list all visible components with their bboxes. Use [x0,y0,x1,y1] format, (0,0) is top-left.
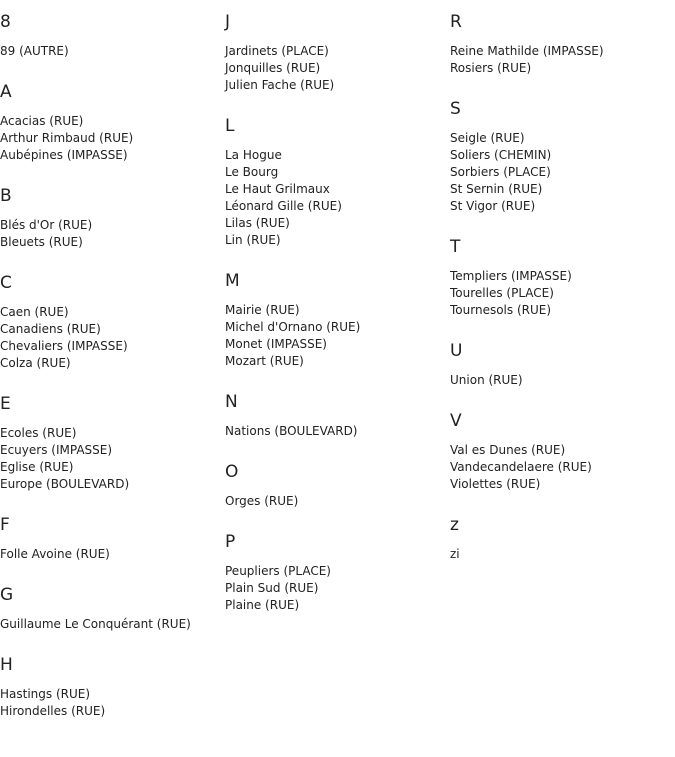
street-list [225,423,450,440]
street-item[interactable]: Plain Sud (RUE) [225,581,319,595]
street-list [0,425,225,493]
letter-heading: S [450,99,461,119]
letter-group [0,273,225,372]
letter-group [450,237,675,319]
street-list [450,130,675,215]
letter-group [450,12,675,77]
street-item[interactable]: Acacias (RUE) [0,114,84,128]
street-item[interactable]: Bleuets (RUE) [0,235,83,249]
street-list [450,43,675,77]
street-item[interactable]: Templiers (IMPASSE) [450,269,572,283]
letter-heading: z [450,515,459,535]
letter-heading: B [0,186,12,206]
letter-group [0,585,225,633]
street-item[interactable]: La Hogue [225,148,282,162]
street-item[interactable]: Peupliers (PLACE) [225,564,331,578]
street-list [225,563,450,614]
letter-heading: E [0,394,11,414]
letter-heading: A [0,82,12,102]
street-item[interactable]: Julien Fache (RUE) [225,78,335,92]
street-list [450,372,675,389]
letter-group [225,392,450,440]
letter-group [450,411,675,493]
letter-heading: J [225,12,231,32]
street-item[interactable]: Union (RUE) [450,373,523,387]
street-item[interactable]: Val es Dunes (RUE) [450,443,566,457]
letter-heading: P [225,532,236,552]
street-list [225,302,450,370]
street-list [0,217,225,251]
letter-heading: T [450,237,461,257]
street-item[interactable]: Rosiers (RUE) [450,61,532,75]
street-item[interactable]: Jonquilles (RUE) [225,61,321,75]
street-list [450,546,675,563]
letter-group [450,341,675,389]
street-item[interactable]: Lilas (RUE) [225,216,290,230]
street-item[interactable]: Seigle (RUE) [450,131,525,145]
street-item[interactable]: Violettes (RUE) [450,477,541,491]
street-item[interactable]: Guillaume Le Conquérant (RUE) [0,617,191,631]
street-item[interactable]: Nations (BOULEVARD) [225,424,358,438]
street-item[interactable]: Vandecandelaere (RUE) [450,460,592,474]
index-column-3 [450,0,675,585]
street-list [0,43,225,60]
street-item[interactable]: Ecoles (RUE) [0,426,77,440]
street-item[interactable]: Le Bourg [225,165,279,179]
letter-heading: F [0,515,10,535]
street-item[interactable]: Hirondelles (RUE) [0,704,106,718]
street-item[interactable]: Arthur Rimbaud (RUE) [0,131,134,145]
street-item[interactable]: Mairie (RUE) [225,303,300,317]
letter-group [225,12,450,94]
letter-group [450,99,675,215]
street-item[interactable]: Eglise (RUE) [0,460,74,474]
letter-group [225,532,450,614]
street-item[interactable]: 89 (AUTRE) [0,44,69,58]
street-list [0,546,225,563]
street-item[interactable]: Orges (RUE) [225,494,299,508]
letter-heading: U [450,341,463,361]
street-item[interactable]: Mozart (RUE) [225,354,304,368]
street-item[interactable]: Europe (BOULEVARD) [0,477,130,491]
letter-heading: H [0,655,13,675]
letter-group [225,462,450,510]
street-list [225,147,450,249]
letter-heading: C [0,273,12,293]
street-item[interactable]: Monet (IMPASSE) [225,337,327,351]
street-item[interactable]: Jardinets (PLACE) [225,44,329,58]
letter-group [0,12,225,60]
street-list [225,493,450,510]
letter-heading: M [225,271,240,291]
street-item[interactable]: Blés d'Or (RUE) [0,218,93,232]
letter-heading: R [450,12,462,32]
street-list [0,113,225,164]
street-item[interactable]: Tournesols (RUE) [450,303,552,317]
letter-group [0,655,225,720]
street-item[interactable]: Michel d'Ornano (RUE) [225,320,361,334]
street-item[interactable]: Le Haut Grilmaux [225,182,330,196]
letter-heading: 8 [0,12,11,32]
street-list [225,43,450,94]
street-item[interactable]: Lin (RUE) [225,233,281,247]
letter-heading: O [225,462,239,482]
letter-group [225,116,450,249]
street-list [0,304,225,372]
letter-heading: L [225,116,235,136]
street-list [0,686,225,720]
letter-group [0,82,225,164]
letter-group [0,186,225,251]
street-list [0,616,225,633]
street-item[interactable]: Caen (RUE) [0,305,69,319]
letter-group [0,394,225,493]
street-item[interactable]: Soliers (CHEMIN) [450,148,552,162]
index-column-1 [0,0,225,742]
street-item[interactable]: Tourelles (PLACE) [450,286,554,300]
letter-group [225,271,450,370]
street-item[interactable]: Hastings (RUE) [0,687,91,701]
street-list [450,442,675,493]
letter-heading: N [225,392,238,412]
street-item[interactable]: Ecuyers (IMPASSE) [0,443,113,457]
index-column-2 [225,0,450,636]
street-item[interactable]: Chevaliers (IMPASSE) [0,339,128,353]
street-item[interactable]: Colza (RUE) [0,356,71,370]
street-list [450,268,675,319]
street-item[interactable]: Folle Avoine (RUE) [0,547,110,561]
letter-heading: G [0,585,14,605]
letter-group [450,515,675,563]
street-item[interactable]: zi [450,547,460,561]
street-item[interactable]: Canadiens (RUE) [0,322,101,336]
street-item[interactable]: St Vigor (RUE) [450,199,536,213]
letter-group [0,515,225,563]
letter-heading: V [450,411,462,431]
street-item[interactable]: Sorbiers (PLACE) [450,165,551,179]
street-item[interactable]: Reine Mathilde (IMPASSE) [450,44,604,58]
street-item[interactable]: Léonard Gille (RUE) [225,199,342,213]
street-item[interactable]: St Sernin (RUE) [450,182,543,196]
street-item[interactable]: Aubépines (IMPASSE) [0,148,128,162]
street-item[interactable]: Plaine (RUE) [225,598,300,612]
